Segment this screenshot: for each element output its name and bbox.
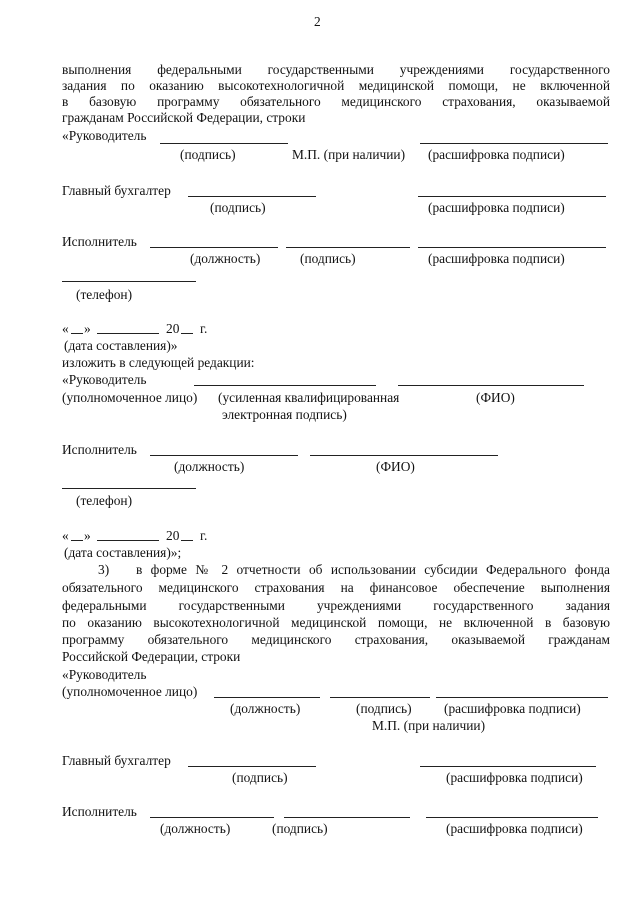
- date-quote-open: «: [62, 528, 69, 543]
- caption-fio: (ФИО): [376, 459, 415, 474]
- phone-line: [62, 281, 196, 282]
- caption-mp: М.П. (при наличии): [372, 718, 486, 733]
- signature-line: [188, 196, 316, 197]
- paragraph-line: обязательного медицинского страхования на финансовое обеспечение выполнения: [62, 580, 610, 595]
- rukovoditel-label: «Руководитель: [62, 128, 147, 143]
- caption-rasshifrovka: (расшифровка подписи): [446, 821, 583, 836]
- caption-ukep: (усиленная квалифицированная: [218, 390, 400, 405]
- paragraph-line: федеральными государственными учреждениями государственного задания: [62, 598, 610, 613]
- date-month-line: [97, 333, 159, 334]
- caption-upol-lico: (уполномоченное лицо): [62, 390, 198, 405]
- date-year: 20: [166, 528, 180, 543]
- signature-line: [418, 247, 606, 248]
- signature-line: [214, 697, 320, 698]
- signature-line: [194, 385, 376, 386]
- date-month-line: [97, 540, 159, 541]
- signature-line: [160, 143, 288, 144]
- paragraph-line: гражданам Российской Федерации, строки: [62, 110, 306, 125]
- caption-rasshifrovka: (расшифровка подписи): [446, 770, 583, 785]
- redakciya-text: изложить в следующей редакции:: [62, 355, 255, 370]
- signature-line: [188, 766, 316, 767]
- signature-line: [284, 817, 410, 818]
- date-quote-close: »: [84, 528, 91, 543]
- date-day-line: [71, 333, 83, 334]
- caption-podpis: (подпись): [300, 251, 356, 266]
- paragraph-line: программу обязательного медицинского страхования, оказываемой гражданам: [62, 632, 610, 647]
- caption-rasshifrovka: (расшифровка подписи): [444, 701, 581, 716]
- date-year-line: [181, 540, 193, 541]
- glavbukh-label: Главный бухгалтер: [62, 753, 171, 768]
- ispolnitel-label: Исполнитель: [62, 234, 137, 249]
- caption-telefon: (телефон): [76, 493, 133, 508]
- caption-data-sostavleniya: (дата составления)»: [64, 338, 178, 353]
- caption-podpis: (подпись): [232, 770, 288, 785]
- signature-line: [150, 455, 298, 456]
- caption-podpis: (подпись): [180, 147, 236, 162]
- signature-line: [420, 143, 608, 144]
- caption-data-sostavleniya: (дата составления)»;: [64, 545, 182, 560]
- glavbukh-label: Главный бухгалтер: [62, 183, 171, 198]
- date-g: г.: [200, 321, 208, 336]
- caption-fio: (ФИО): [476, 390, 515, 405]
- paragraph-line: задания по оказанию высокотехнологичной медицинской помощи, не включенной: [62, 78, 610, 93]
- caption-podpis: (подпись): [356, 701, 412, 716]
- caption-mp: М.П. (при наличии): [292, 147, 406, 162]
- item-number: 3): [98, 562, 110, 577]
- rukovoditel-label: «Руководитель: [62, 667, 147, 682]
- date-quote-close: »: [84, 321, 91, 336]
- caption-dolzhnost: (должность): [190, 251, 261, 266]
- caption-podpis: (подпись): [272, 821, 328, 836]
- phone-line: [62, 488, 196, 489]
- paragraph-line: Российской Федерации, строки: [62, 649, 241, 664]
- signature-line: [426, 817, 598, 818]
- signature-line: [286, 247, 410, 248]
- caption-rasshifrovka: (расшифровка подписи): [428, 200, 565, 215]
- ispolnitel-label: Исполнитель: [62, 804, 137, 819]
- caption-dolzhnost: (должность): [230, 701, 301, 716]
- paragraph-line: по оказанию высокотехнологичной медицинской помощи, не включенной в базовую: [62, 615, 610, 630]
- date-year-line: [181, 333, 193, 334]
- date-day-line: [71, 540, 83, 541]
- signature-line: [150, 817, 274, 818]
- caption-dolzhnost: (должность): [174, 459, 245, 474]
- signature-line: [418, 196, 606, 197]
- signature-line: [330, 697, 430, 698]
- rukovoditel-label: «Руководитель: [62, 372, 147, 387]
- caption-rasshifrovka: (расшифровка подписи): [428, 251, 565, 266]
- paragraph-line: в базовую программу обязательного медицинского страхования, оказываемой: [62, 94, 610, 109]
- caption-podpis: (подпись): [210, 200, 266, 215]
- date-g: г.: [200, 528, 208, 543]
- signature-line: [398, 385, 584, 386]
- signature-line: [436, 697, 608, 698]
- signature-line: [310, 455, 498, 456]
- date-quote-open: «: [62, 321, 69, 336]
- paragraph-line: выполнения федеральными государственными учреждениями государственного: [62, 62, 610, 77]
- signature-line: [420, 766, 596, 767]
- paragraph-line: в форме № 2 отчетности об использовании субсидии Федерального фонда: [136, 562, 610, 577]
- page-number: 2: [314, 14, 321, 29]
- caption-ukep: электронная подпись): [222, 407, 347, 422]
- signature-line: [150, 247, 278, 248]
- ispolnitel-label: Исполнитель: [62, 442, 137, 457]
- date-year: 20: [166, 321, 180, 336]
- caption-upol-lico: (уполномоченное лицо): [62, 684, 198, 699]
- caption-rasshifrovka: (расшифровка подписи): [428, 147, 565, 162]
- caption-dolzhnost: (должность): [160, 821, 231, 836]
- caption-telefon: (телефон): [76, 287, 133, 302]
